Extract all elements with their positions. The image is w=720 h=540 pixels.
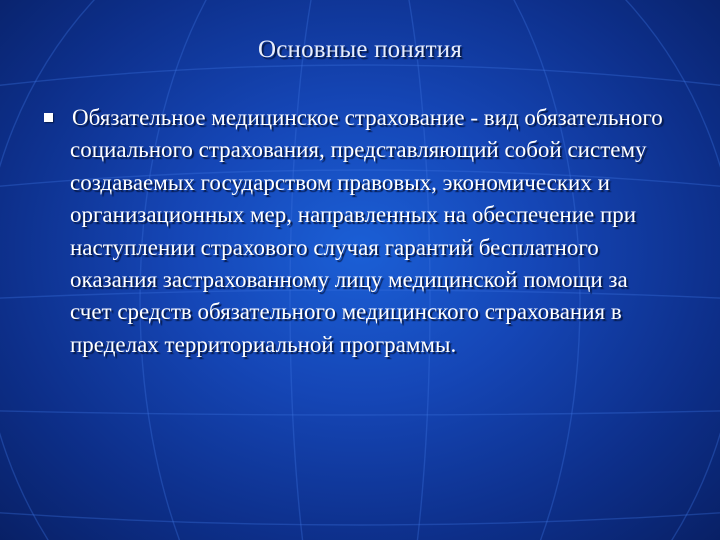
bullet-item <box>44 102 664 361</box>
bullet-text: Обязательное медицинское страхование - вид обязательного социального страхования, представляющий собой систему создаваемых государством правовых, экономических и организационных мер, направленных на обеспечение при наступлении страхового случая гарантий бесплатного оказания застрахованному лицу медицинской помощи за счет средств обязательного медицинского страхования в пределах территориальной программы. <box>70 105 663 357</box>
slide-title: Основные понятия <box>257 36 463 63</box>
square-bullet-icon <box>44 113 53 122</box>
